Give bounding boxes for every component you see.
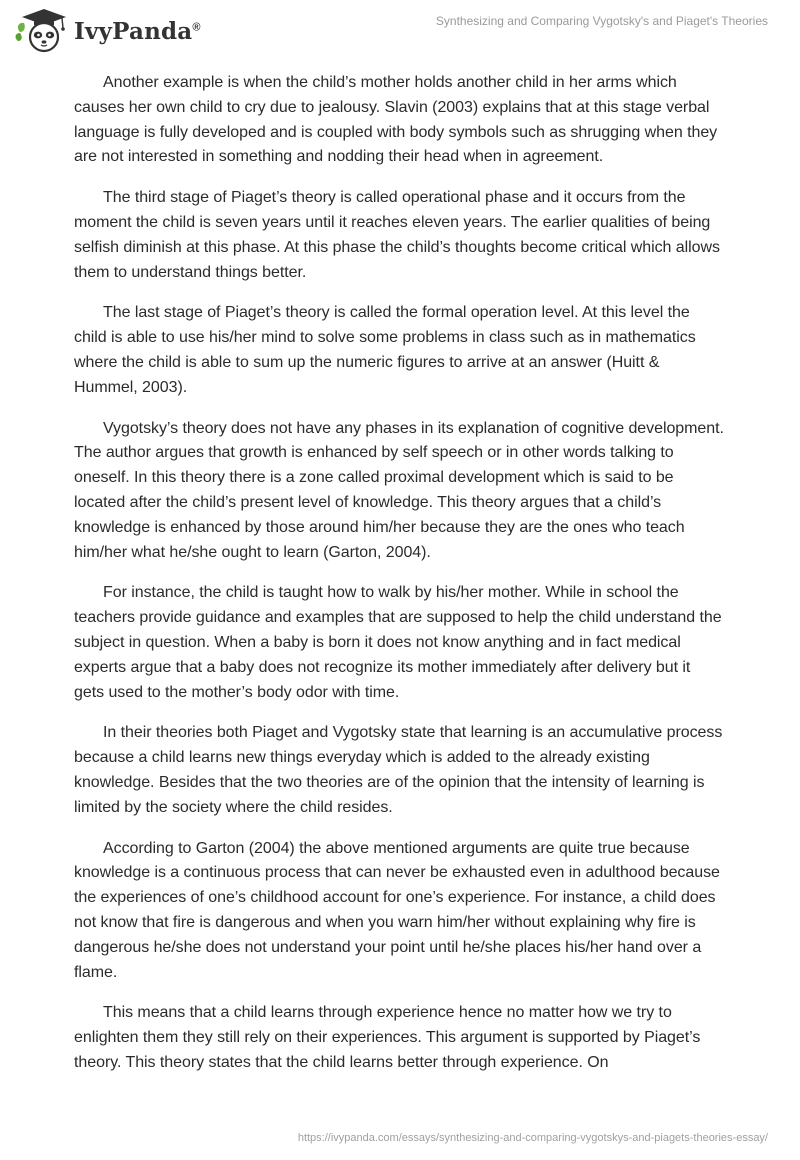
panda-graduation-cap-icon <box>14 8 72 54</box>
paragraph: The third stage of Piaget’s theory is called operational phase and it occurs from the moment the child is seven years until it reaches eleven years. The earlier qualities of being selfish diminish at this phase. At this phase the child’s thoughts become critical which allows them to understand things better. <box>74 189 720 281</box>
essay-body <box>74 71 724 1092</box>
source-url[interactable]: https://ivypanda.com/essays/synthesizing-and-comparing-vygotskys-and-piagets-theories-essay/ <box>297 1132 768 1144</box>
paragraph: Vygotsky’s theory does not have any phases in its explanation of cognitive development. The author argues that growth is enhanced by self speech or in other words talking to oneself. In this theory there is a zone called proximal development which is said to be located after the child’s present level of knowledge. This theory argues that a child’s knowledge is enhanced by those around him/her because they are the ones who teach him/her what he/she ought to learn (Garton, 2004). <box>74 419 724 561</box>
page-header <box>0 0 800 60</box>
paragraph: According to Garton (2004) the above mentioned arguments are quite true because knowledge is a continuous process that can never be exhausted even in adulthood because the experiences of one’s childhood account for one’s experience. For instance, a child does not know that fire is dangerous and when you warn him/her without explaining why fire is dangerous he/she does not understand your point until he/she places his/her hand over a flame. <box>74 839 720 981</box>
document-title: Synthesizing and Comparing Vygotsky's and Piaget's Theories <box>435 14 768 28</box>
paragraph: The last stage of Piaget’s theory is called the formal operation level. At this level the child is able to use his/her mind to solve some problems in class such as in mathematics where the child is able to sum up the numeric figures to arrive at an answer (Huitt & Hummel, 2003). <box>74 304 696 396</box>
ivypanda-logo[interactable] <box>14 8 201 54</box>
paragraph: For instance, the child is taught how to walk by his/her mother. While in school the teachers provide guidance and examples that are supposed to help the child understand the subject in question. When a baby is born it does not know anything and in fact medical experts argue that a baby does not recognize its mother immediately after delivery but it gets used to the mother’s body odor with time. <box>74 584 722 701</box>
paragraph: Another example is when the child’s mother holds another child in her arms which causes her own child to cry due to jealousy. Slavin (2003) explains that at this stage verbal language is fully developed and is coupled with body symbols such as shrugging when they are not interested in something and nodding their head when in agreement. <box>74 74 718 166</box>
brand-name-text: IvyPanda <box>74 17 193 45</box>
paragraph: This means that a child learns through experience hence no matter how we try to enlighten them they still rely on their experiences. This argument is supported by Piaget’s theory. This theory states that the child learns better through experience. On <box>74 1004 701 1071</box>
brand-name <box>74 18 201 45</box>
registered-mark: ® <box>192 20 201 33</box>
paragraph: In their theories both Piaget and Vygotsky state that learning is an accumulative process because a child learns new things everyday which is added to the already existing knowledge. Besides that the two theories are of the opinion that the intensity of learning is limited by the society where the child resides. <box>74 724 723 816</box>
